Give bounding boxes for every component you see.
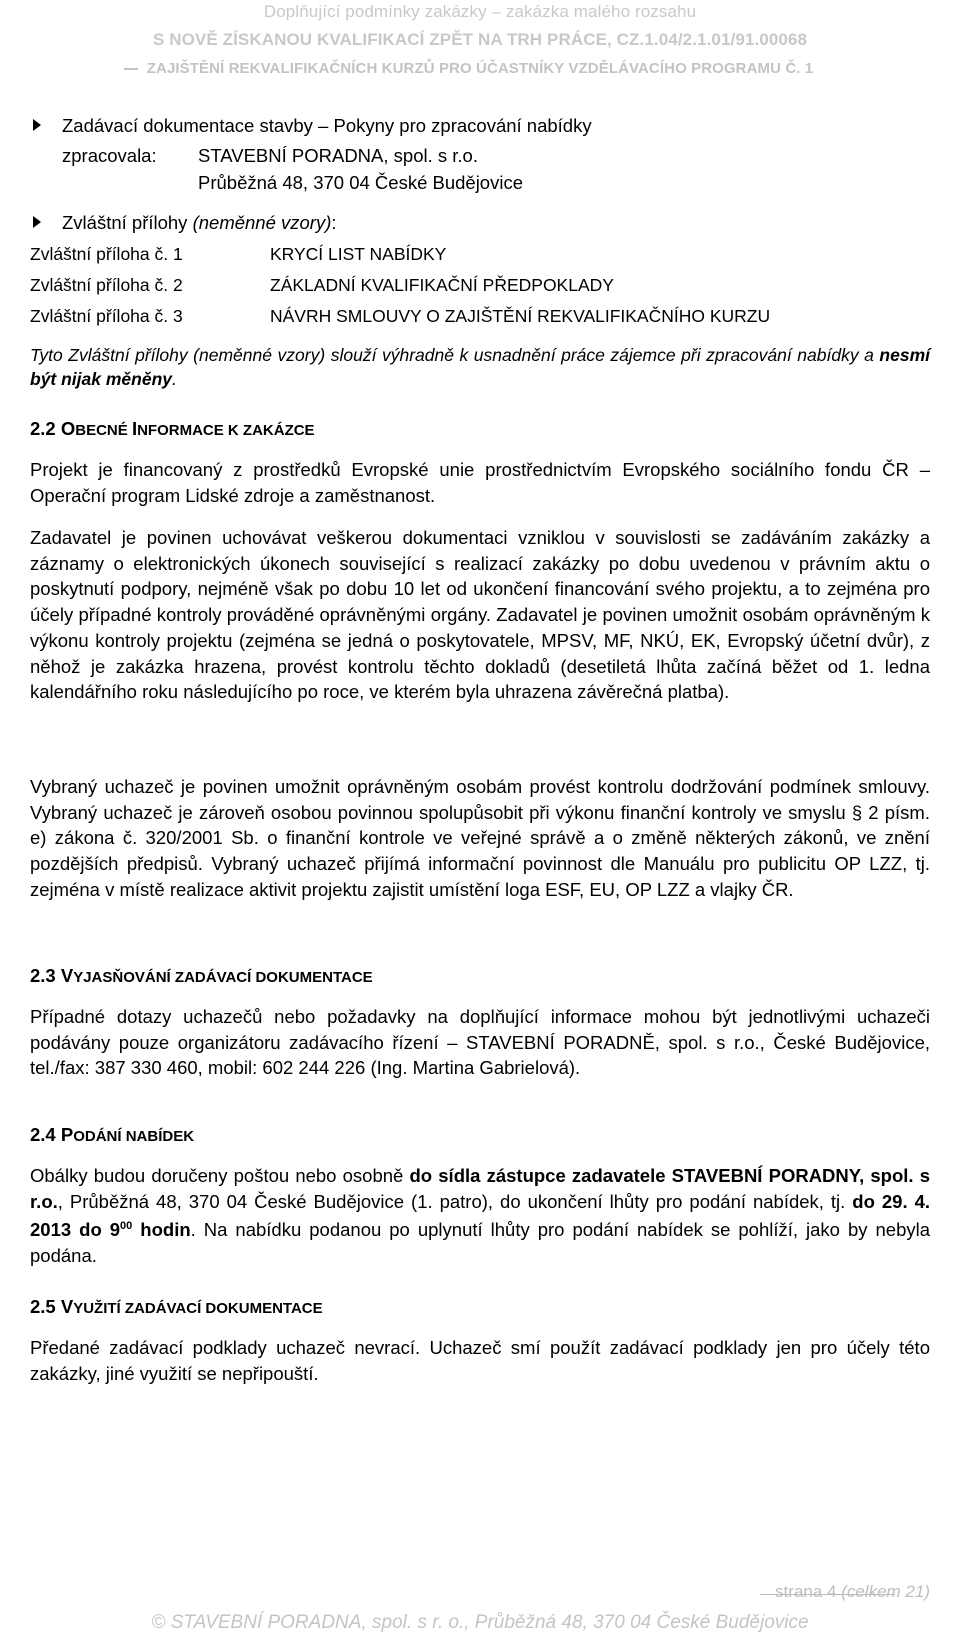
section-heading: 2.3 VYJASŇOVÁNÍ ZADÁVACÍ DOKUMENTACE: [30, 965, 373, 986]
paragraph: Vybraný uchazeč je povinen umožnit oprávněným osobám provést kontrolu dodržování podmínek smlouvy. Vybraný uchazeč je zároveň osobou povinnou spolupůsobit při výkonu finanční kontroly ve smyslu § 2 písm. e) zákona č. 320/2001 Sb. o finanční kontrole ve veřejné správě a o změně některých zákonů, ve znění pozdějších předpisů. Vybraný uchazeč přijímá informační povinnost dle Manuálu pro publicitu OP LZZ, tj. zejména v místě realizace aktivit projektu zajistit umístění loga ESF, EU, OP LZZ a vlajky ČR.: [30, 776, 930, 900]
section-heading: 2.5 VYUŽITÍ ZADÁVACÍ DOKUMENTACE: [30, 1296, 323, 1317]
prepared-address: Průběžná 48, 370 04 České Budějovice: [198, 172, 523, 193]
bullet-arrow-icon: [33, 119, 41, 131]
prepared-label: zpracovala:: [62, 145, 157, 166]
paragraph: Zadavatel je povinen uchovávat veškerou dokumentaci vzniklou v souvislosti se zadáváním zakázky a záznamy o elektronických úkonech související s realizací zakázky po dobu uvedenou v právním aktu o poskytnutí podpory, nejméně však po dobu 10 let od ukončení financování svého projektu, a to zejména pro účely případné kontroly prováděné oprávněnými orgány. Zadavatel je povinen umožnit osobám oprávněným k výkonu kontroly projektu (zejména se jedná o poskytovatele, MPSV, MF, NKÚ, EK, Evropský účetní dvůr), z něhož je zakázka hrazena, provést kontrolu těchto dokladů (desetiletá lhůta začíná běžet od 1. ledna kalendářního roku následujícího po roce, ve kterém byla uhrazena závěrečná platba).: [30, 527, 930, 703]
bullet-arrow-icon: [33, 216, 41, 228]
prepared-company: STAVEBNÍ PORADNA, spol. s r.o.: [198, 145, 478, 166]
attachment-label: Zvláštní příloha č. 2: [30, 275, 183, 295]
attachment-label: Zvláštní příloha č. 1: [30, 244, 183, 264]
attachment-title: ZÁKLADNÍ KVALIFIKAČNÍ PŘEDPOKLADY: [270, 275, 614, 295]
header-contract-title: ZAJIŠTĚNÍ REKVALIFIKAČNÍCH KURZŮ PRO ÚČASTNÍKY VZDĚLÁVACÍHO PROGRAMU Č. 1: [146, 60, 814, 77]
section-heading: 2.4 PODÁNÍ NABÍDEK: [30, 1124, 195, 1145]
attachment-label: Zvláštní příloha č. 3: [30, 306, 183, 326]
attachment-title: NÁVRH SMLOUVY O ZAJIŠTĚNÍ REKVALIFIKAČNÍHO KURZU: [270, 306, 771, 326]
bullet-attachments: Zvláštní přílohy (neměnné vzory):: [62, 212, 337, 233]
section-heading: 2.2 OBECNÉ INFORMACE K ZAKÁZCE: [30, 418, 315, 439]
attachment-title: KRYCÍ LIST NABÍDKY: [270, 244, 447, 264]
paragraph: Projekt je financovaný z prostředků Evropské unie prostřednictvím Evropského sociálního fondu ČR – Operační program Lidské zdroje a zaměstnanost.: [30, 459, 930, 506]
attachments-note: Tyto Zvláštní přílohy (neměnné vzory) slouží výhradně k usnadnění práce zájemce při zpracování nabídky a nesmí být nijak měněny.: [30, 345, 930, 389]
paragraph: Obálky budou doručeny poštou nebo osobně do sídla zástupce zadavatele STAVEBNÍ PORADNY, spol. s r.o., Průběžná 48, 370 04 České Budějovice (1. patro), do ukončení lhůty pro podání nabídek, tj. do 29. 4. 2013 do $9^{00}$ hodin. Na nabídku podanou po uplynutí lhůty pro podání nabídek se pohlíží, jako by nebyla podána.: [30, 1165, 931, 1267]
footer-company: © STAVEBNÍ PORADNA, spol. s r. o., Průběžná 48, 370 04 České Budějovice: [151, 1612, 809, 1633]
page-number: strana 4 (celkem 21): [775, 1582, 930, 1601]
paragraph: Případné dotazy uchazečů nebo požadavky na doplňující informace mohou být jednotlivými uchazeči podávány pouze organizátoru zadávacího řízení – STAVEBNÍ PORADNĚ, spol. s r.o., České Budějovice, tel./fax: 387 330 460, mobil: 602 244 226 (Ing. Martina Gabrielová).: [30, 1006, 930, 1079]
bullet-documentation: Zadávací dokumentace stavby – Pokyny pro zpracování nabídky: [62, 115, 592, 136]
header-subtitle: Doplňující podmínky zakázky – zakázka malého rozsahu: [263, 2, 697, 21]
paragraph: Předané zadávací podklady uchazeč nevrací. Uchazeč smí použít zadávací podklady jen pro účely této zakázky, jiné využití se nepřipouští.: [30, 1337, 930, 1384]
header-project-title: S NOVĚ ZÍSKANOU KVALIFIKACÍ ZPĚT NA TRH PRÁCE, CZ.1.04/2.1.01/91.00068: [152, 30, 808, 49]
